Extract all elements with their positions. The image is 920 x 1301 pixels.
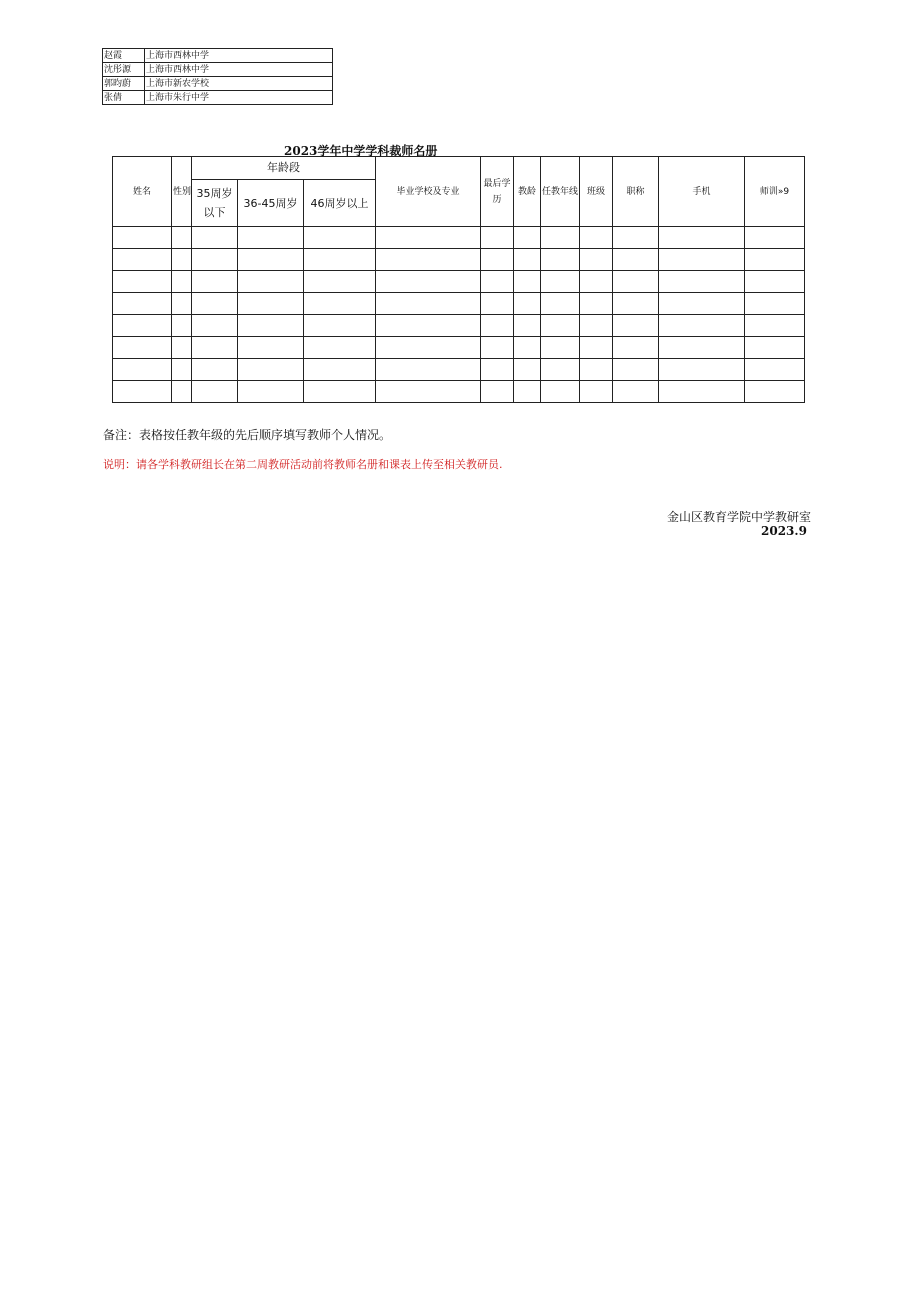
table-row (113, 227, 805, 249)
school-name: 上海市新农学校 (145, 77, 333, 91)
table-row (113, 337, 805, 359)
issue-date: 2023.9 (761, 524, 807, 538)
header-name: 姓名 (113, 157, 172, 227)
teacher-roster-table (112, 156, 805, 403)
table-row (113, 249, 805, 271)
header-age-36-45: 36-45周岁 (238, 180, 304, 227)
table-row (113, 293, 805, 315)
list-row (103, 49, 333, 63)
header-row (113, 157, 805, 180)
remark-note: 备注：表格按任教年级的先后顺序填写教师个人情况。 (103, 428, 392, 442)
list-row (103, 63, 333, 77)
table-row (113, 271, 805, 293)
header-school-major: 毕业学校及专业 (376, 157, 481, 227)
header-age-over-46: 46周岁以上 (304, 180, 376, 227)
header-class: 班级 (580, 157, 613, 227)
school-name: 上海市西林中学 (145, 63, 333, 77)
instruction-text: 说明：请各学科教研组长在第二周教研活动前将教师名册和课表上传至相关教研员. (103, 458, 503, 471)
teacher-name: 郭昀蔚 (103, 77, 145, 91)
school-name: 上海市西林中学 (145, 49, 333, 63)
header-education: 最后学历 (481, 157, 514, 227)
header-teaching-years: 教龄 (514, 157, 541, 227)
header-grade: 任教年线 (541, 157, 580, 227)
header-title: 职称 (613, 157, 659, 227)
issuing-organization: 金山区教育学院中学教研室 (667, 510, 812, 524)
document-title: 2023学年中学学科裁师名册 (284, 144, 438, 158)
table-row (113, 381, 805, 403)
teacher-school-list (102, 48, 333, 105)
teacher-name: 张倩 (103, 91, 145, 105)
list-row (103, 77, 333, 91)
header-mentor: 师训»9 (745, 157, 805, 227)
header-age-group: 年龄段 (192, 157, 376, 180)
list-row (103, 91, 333, 105)
school-name: 上海市朱行中学 (145, 91, 333, 105)
header-age-under-35: 35周岁以下 (192, 180, 238, 227)
teacher-name: 沈彤源 (103, 63, 145, 77)
table-row (113, 315, 805, 337)
header-gender: 性别 (172, 157, 192, 227)
teacher-name: 赵霞 (103, 49, 145, 63)
table-row (113, 359, 805, 381)
header-phone: 手机 (659, 157, 745, 227)
